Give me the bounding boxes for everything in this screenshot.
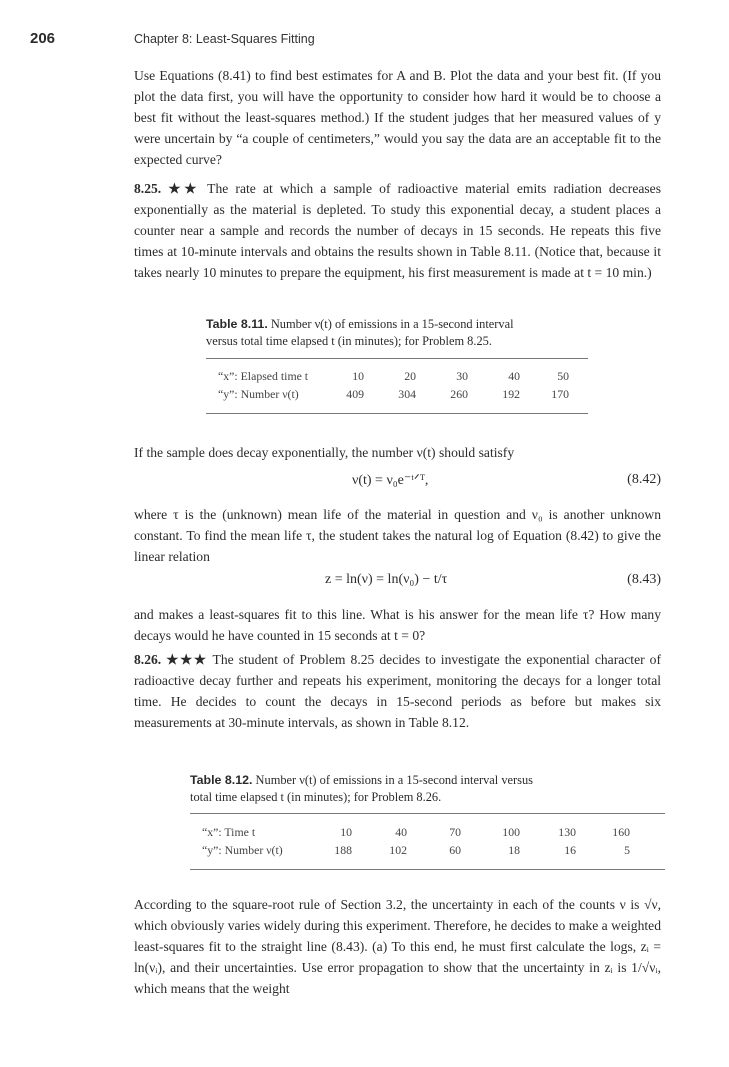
row-label: “y”: Number ν(t) <box>218 386 299 401</box>
table-row <box>202 823 630 841</box>
table-cell: 50 <box>557 368 569 383</box>
table-8-11 <box>206 358 588 414</box>
table-cell: 170 <box>551 386 569 401</box>
table-8-12-caption <box>190 772 533 806</box>
page-number: 206 <box>30 30 56 47</box>
paragraph-according: According to the square-root rule of Section 3.2, the uncertainty in each of the counts ν is √ν, which obviously varies widely during this experiment. Therefore, he decides to make a weighted least-squares fit to the straight line (8.43). (a) To this end, he must first calculate the logs, zᵢ = ln(νᵢ), and their uncertainties. Use error propagation to show that the uncertainty in zᵢ is 1/√νᵢ, which means that the weight <box>134 897 661 996</box>
problem-label: 8.26. ★★★ <box>134 652 208 667</box>
paragraph-makes: and makes a least-squares fit to this line. What is his answer for the mean life τ? How many decays would he have counted in 15 seconds at t = 0? <box>134 607 661 643</box>
row-label: “y”: Number ν(t) <box>202 842 283 857</box>
table-label: Table 8.12. <box>190 773 253 787</box>
table-cell: 20 <box>404 368 416 383</box>
caption-line-1: Number ν(t) of emissions in a 15-second interval <box>267 317 514 331</box>
paragraph-where: where τ is the (unknown) mean life of the material in question and ν₀ is another unknown constant. To find the mean life τ, the student takes the natural log of Equation (8.42) to give the linear relation <box>134 507 661 564</box>
table-cell: 5 <box>624 842 630 857</box>
table-cell: 40 <box>395 824 407 839</box>
table-cell: 18 <box>508 842 520 857</box>
caption-line-1: Number ν(t) of emissions in a 15-second interval versus <box>252 773 533 787</box>
caption-line-2: versus total time elapsed t (in minutes); for Problem 8.25. <box>206 334 492 348</box>
problem-text: The student of Problem 8.25 decides to investigate the exponential character of radioactive decay further and repeats his experiment, monitoring the decays for a longer total time. He decides to count the decays in 15-second periods as before but makes six measurements at 30-minute intervals, as shown in Table 8.12. <box>134 652 661 730</box>
row-label: “x”: Time t <box>202 824 256 839</box>
table-cell: 60 <box>449 842 461 857</box>
table-row <box>218 367 569 385</box>
table-cell: 30 <box>456 368 468 383</box>
problem-8-25 <box>134 178 661 283</box>
table-row <box>218 385 569 403</box>
table-cell: 160 <box>612 824 630 839</box>
table-cell: 10 <box>340 824 352 839</box>
table-cell: 70 <box>449 824 461 839</box>
table-cell: 10 <box>352 368 364 383</box>
table-cell: 409 <box>346 386 364 401</box>
problem-text: The rate at which a sample of radioactive material emits radiation decreases exponentially as the material is depleted. To study this exponential decay, a student places a counter near a sample and records the number of decays in 15 seconds. He repeats this five times at 10-minute intervals and obtains the results shown in Table 8.11. (Notice that, because it takes nearly 10 minutes to prepare the equipment, his first measurement is made at t = 10 min.) <box>134 181 661 280</box>
equation-number: (8.43) <box>627 572 661 587</box>
equation-number: (8.42) <box>627 472 661 487</box>
table-cell: 192 <box>502 386 520 401</box>
table-label: Table 8.11. <box>206 317 268 331</box>
equation-8-42: ν(t) = ν₀e⁻ᵗᐟᵀ, <box>352 473 429 488</box>
table-cell: 40 <box>508 368 520 383</box>
table-cell: 16 <box>564 842 576 857</box>
table-cell: 188 <box>334 842 352 857</box>
data-table <box>218 367 569 403</box>
caption-line-2: total time elapsed t (in minutes); for Problem 8.26. <box>190 790 442 804</box>
table-row <box>202 841 630 859</box>
table-cell: 260 <box>450 386 468 401</box>
running-header: Chapter 8: Least-Squares Fitting <box>134 32 315 46</box>
intro-paragraph: Use Equations (8.41) to find best estimates for A and B. Plot the data and your best fit. (If you plot the data first, you will have the opportunity to consider how hard it would be to choose a best fit without the least-squares method.) If the student judges that her measured values of y were uncertain by “a couple of centimeters,” would you say the data are an acceptable fit to the expected curve? <box>134 68 661 167</box>
table-cell: 100 <box>502 824 520 839</box>
table-8-12 <box>190 813 665 870</box>
problem-8-26 <box>134 649 661 733</box>
table-cell: 304 <box>398 386 416 401</box>
paragraph-if-sample: If the sample does decay exponentially, the number ν(t) should satisfy <box>134 445 515 460</box>
row-label: “x”: Elapsed time t <box>218 368 309 383</box>
data-table <box>202 823 630 859</box>
problem-label: 8.25. ★★ <box>134 181 201 196</box>
equation-8-43: z = ln(ν) = ln(ν₀) − t/τ <box>325 572 448 587</box>
table-cell: 102 <box>389 842 407 857</box>
table-8-11-caption <box>206 316 514 350</box>
table-cell: 130 <box>558 824 576 839</box>
